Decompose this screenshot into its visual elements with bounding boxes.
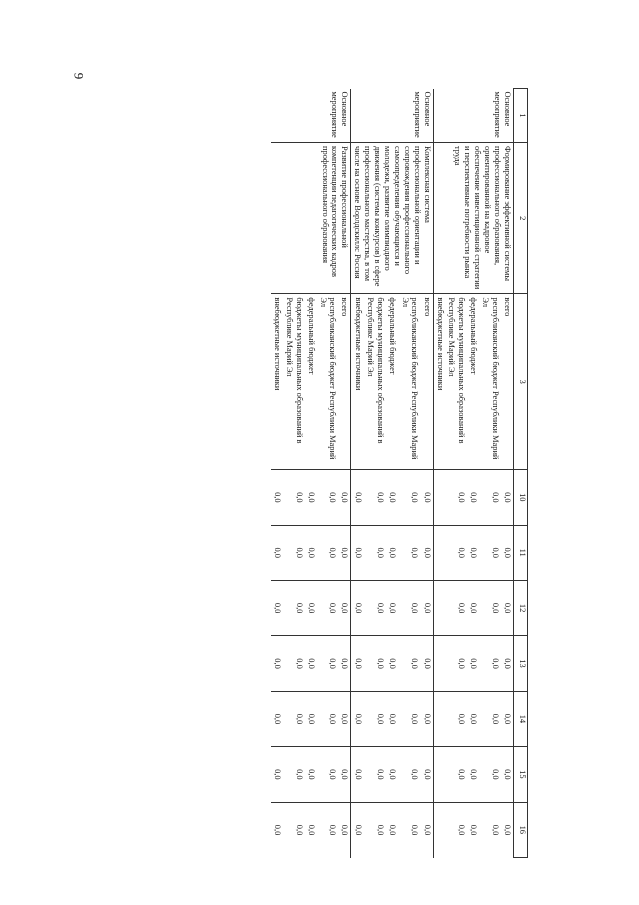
header-cell: 12 [514, 580, 528, 635]
source-label: всего [420, 294, 433, 470]
table-row [339, 89, 351, 858]
event-type: Основное мероприятие [433, 89, 513, 143]
value-cell: 0,0 [467, 525, 479, 580]
value-cell: 0,0 [501, 802, 513, 857]
value-cell: 0,0 [501, 580, 513, 635]
value-cell: 0,0 [469, 824, 479, 836]
event-name: Развитие профессиональной компетенции педагогических кадров профессионального образования [271, 143, 351, 294]
source-label: внебюджетные источники [351, 294, 364, 470]
value-cell: 0,0 [420, 636, 433, 691]
value-cell [433, 636, 445, 691]
header-cell: 3 [514, 294, 528, 470]
value-cell: 0,0 [410, 824, 420, 836]
value-cell: 0,0 [339, 580, 351, 635]
source-label: федеральный бюджет [386, 294, 398, 470]
value-cell: 0,0 [305, 580, 317, 635]
value-cell [433, 802, 445, 857]
table-row [501, 89, 513, 858]
source-label: федеральный бюджет [467, 294, 479, 470]
value-cell: 0,0 [446, 470, 468, 525]
value-cell [433, 525, 445, 580]
value-cell [433, 691, 445, 746]
value-cell: 0,0 [467, 636, 479, 691]
value-cell: 0,0 [501, 470, 513, 525]
value-cell: 0,0 [446, 580, 468, 635]
value-cell: 0,0 [294, 824, 304, 836]
event-type: Основное мероприятие [271, 89, 351, 143]
value-cell: 0,0 [479, 525, 501, 580]
value-cell: 0,0 [353, 824, 363, 836]
value-cell: 0,0 [457, 824, 467, 836]
value-cell: 0,0 [271, 580, 283, 635]
source-label: внебюджетные источники [271, 294, 283, 470]
rotated-table-container [108, 88, 528, 858]
value-cell: 0,0 [479, 470, 501, 525]
value-cell: 0,0 [317, 470, 339, 525]
source-label: республиканский бюджет Республики Марий Эл [398, 294, 420, 470]
value-cell: 0,0 [283, 580, 305, 635]
value-cell: 0,0 [467, 470, 479, 525]
value-cell: 0,0 [317, 525, 339, 580]
source-label: федеральный бюджет [305, 294, 317, 470]
event-name: Комплексная система профессиональной ориентации и сопровождения профессионального самоопределения обучающихся и молодежи, развитие олимпиадного движения (системы конкурсов) в сфере профессионального мастерства, в том числе на основе Ворлдскиллс Россия [351, 143, 433, 294]
value-cell: 0,0 [491, 824, 501, 836]
value-cell: 0,0 [351, 580, 364, 635]
value-cell: 0,0 [467, 747, 479, 802]
value-cell: 0,0 [283, 636, 305, 691]
value-cell: 0,0 [271, 470, 283, 525]
value-cell: 0,0 [305, 747, 317, 802]
value-cell: 0,0 [446, 691, 468, 746]
value-cell: 0,0 [386, 636, 398, 691]
value-cell: 0,0 [283, 525, 305, 580]
value-cell: 0,0 [305, 691, 317, 746]
value-cell: 0,0 [305, 470, 317, 525]
header-cell: 1 [514, 89, 528, 143]
value-cell: 0,0 [271, 691, 283, 746]
value-cell: 0,0 [386, 580, 398, 635]
table-row [420, 89, 433, 858]
value-cell: 0,0 [283, 747, 305, 802]
value-cell: 0,0 [351, 747, 364, 802]
value-cell: 0,0 [420, 802, 433, 857]
value-cell: 0,0 [479, 580, 501, 635]
value-cell: 0,0 [420, 580, 433, 635]
header-cell: 13 [514, 636, 528, 691]
value-cell: 0,0 [351, 691, 364, 746]
value-cell: 0,0 [501, 525, 513, 580]
value-cell: 0,0 [420, 525, 433, 580]
value-cell: 0,0 [398, 470, 420, 525]
page-number: 9 [71, 72, 87, 80]
value-cell: 0,0 [364, 636, 386, 691]
value-cell: 0,0 [317, 636, 339, 691]
value-cell: 0,0 [420, 747, 433, 802]
source-label: бюджеты муниципальных образований в Республике Марий Эл [364, 294, 386, 470]
value-cell: 0,0 [386, 747, 398, 802]
event-name: Формирование эффективной системы профессионального образования, ориентированной на кадровое обеспечение инвестиционной стратегии и перспективные потребности рынка труда [433, 143, 513, 294]
source-label: внебюджетные источники [433, 294, 445, 470]
value-cell: 0,0 [364, 470, 386, 525]
value-cell: 0,0 [420, 470, 433, 525]
value-cell: 0,0 [386, 525, 398, 580]
value-cell: 0,0 [479, 636, 501, 691]
funding-table [271, 88, 528, 858]
source-label: республиканский бюджет Республики Марий Эл [317, 294, 339, 470]
value-cell: 0,0 [446, 636, 468, 691]
source-label: бюджеты муниципальных образований в Республике Марий Эл [446, 294, 468, 470]
table-header [514, 89, 528, 858]
header-cell: 2 [514, 143, 528, 294]
source-label: всего [339, 294, 351, 470]
value-cell: 0,0 [271, 636, 283, 691]
value-cell: 0,0 [398, 747, 420, 802]
value-cell: 0,0 [317, 691, 339, 746]
value-cell: 0,0 [364, 525, 386, 580]
value-cell: 0,0 [364, 691, 386, 746]
header-cell: 14 [514, 691, 528, 746]
source-label: всего [501, 294, 513, 470]
value-cell: 0,0 [386, 691, 398, 746]
value-cell: 0,0 [398, 525, 420, 580]
value-cell: 0,0 [271, 747, 283, 802]
value-cell: 0,0 [446, 525, 468, 580]
value-cell: 0,0 [339, 636, 351, 691]
value-cell: 0,0 [305, 636, 317, 691]
value-cell: 0,0 [398, 636, 420, 691]
value-cell: 0,0 [339, 802, 351, 857]
value-cell [433, 580, 445, 635]
source-label: республиканский бюджет Республики Марий Эл [479, 294, 501, 470]
value-cell: 0,0 [501, 747, 513, 802]
value-cell: 0,0 [467, 580, 479, 635]
value-cell: 0,0 [283, 470, 305, 525]
value-cell: 0,0 [446, 747, 468, 802]
value-cell: 0,0 [328, 824, 338, 836]
value-cell: 0,0 [386, 470, 398, 525]
header-cell: 10 [514, 470, 528, 525]
source-label: бюджеты муниципальных образований в Республике Марий Эл [283, 294, 305, 470]
value-cell: 0,0 [339, 525, 351, 580]
table-body [271, 89, 513, 858]
value-cell [433, 747, 445, 802]
value-cell: 0,0 [351, 525, 364, 580]
value-cell: 0,0 [420, 691, 433, 746]
value-cell: 0,0 [398, 691, 420, 746]
value-cell: 0,0 [339, 470, 351, 525]
value-cell: 0,0 [305, 525, 317, 580]
header-cell: 16 [514, 802, 528, 857]
value-cell: 0,0 [375, 824, 385, 836]
value-cell: 0,0 [479, 747, 501, 802]
header-cell: 11 [514, 525, 528, 580]
value-cell: 0,0 [317, 580, 339, 635]
value-cell: 0,0 [479, 691, 501, 746]
value-cell: 0,0 [272, 824, 282, 836]
value-cell: 0,0 [501, 636, 513, 691]
value-cell: 0,0 [339, 691, 351, 746]
value-cell: 0,0 [317, 747, 339, 802]
value-cell: 0,0 [271, 525, 283, 580]
value-cell: 0,0 [306, 824, 316, 836]
value-cell: 0,0 [467, 691, 479, 746]
value-cell: 0,0 [501, 691, 513, 746]
value-cell: 0,0 [364, 580, 386, 635]
value-cell: 0,0 [283, 691, 305, 746]
header-cell: 15 [514, 747, 528, 802]
event-type: Основное мероприятие [351, 89, 433, 143]
value-cell: 0,0 [364, 747, 386, 802]
value-cell: 0,0 [398, 580, 420, 635]
value-cell: 0,0 [388, 824, 398, 836]
value-cell: 0,0 [351, 470, 364, 525]
value-cell [433, 470, 445, 525]
value-cell: 0,0 [351, 636, 364, 691]
value-cell: 0,0 [339, 747, 351, 802]
